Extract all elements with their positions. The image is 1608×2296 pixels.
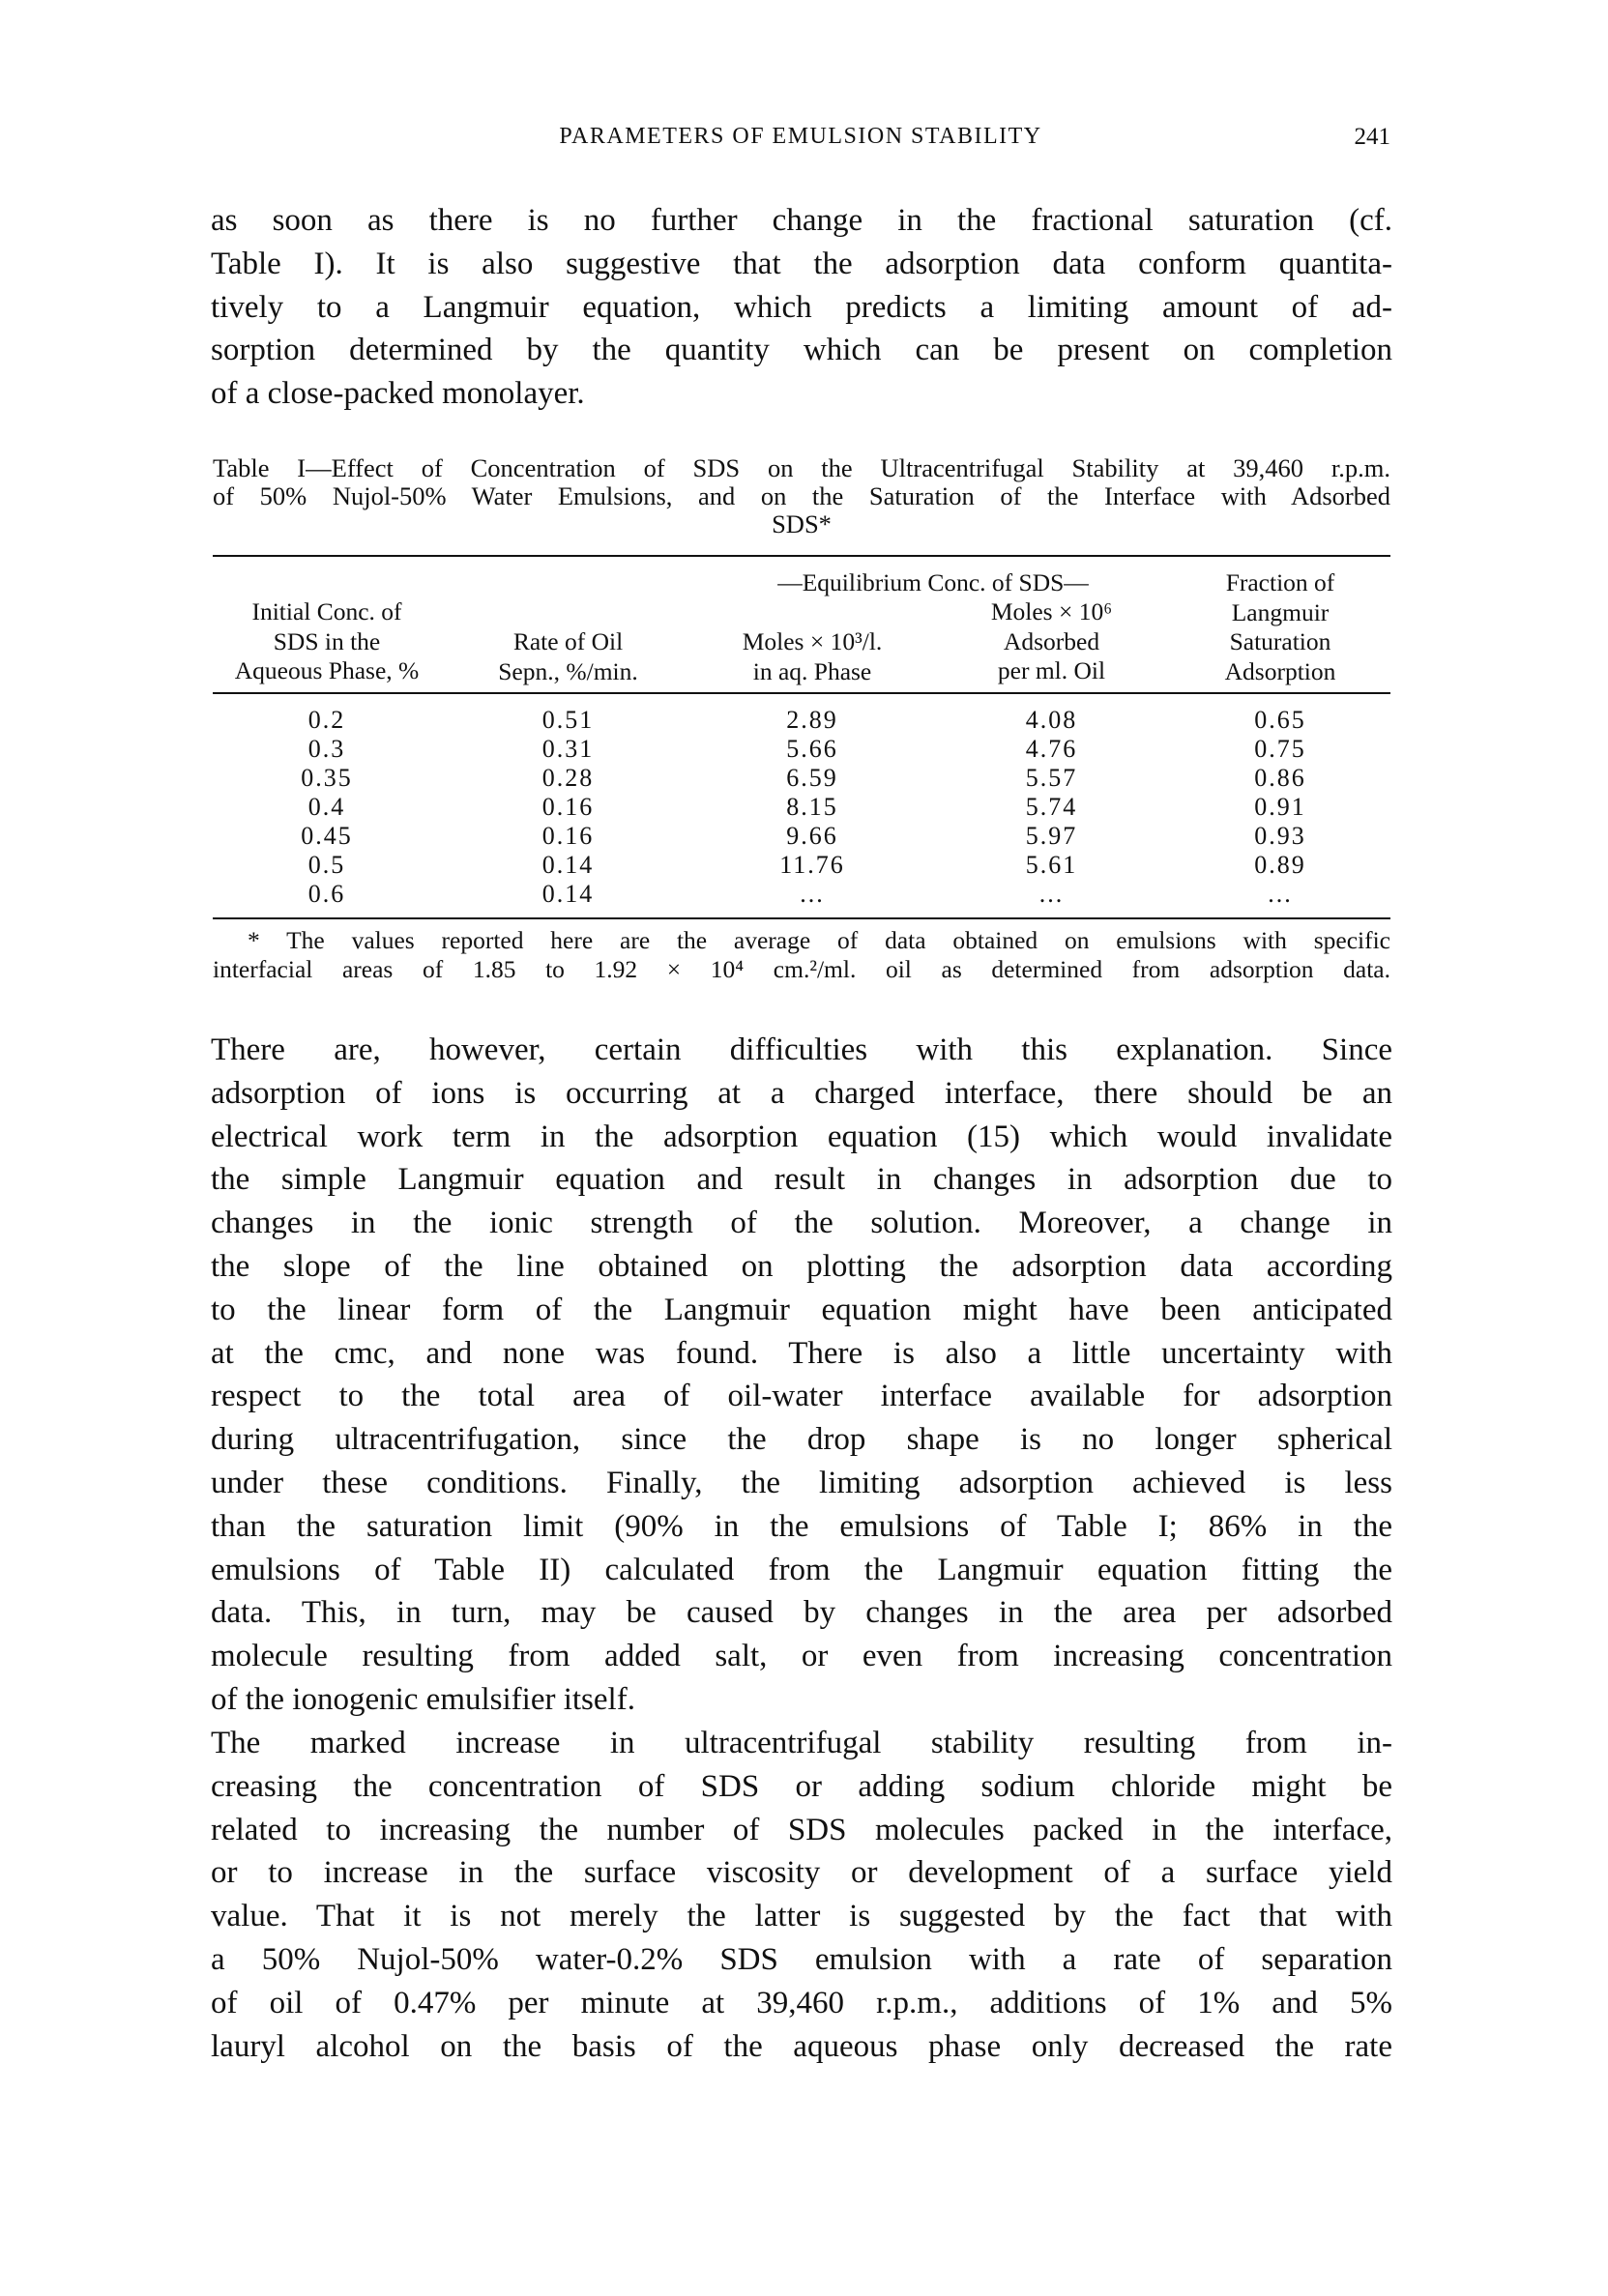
text-line: than the saturation limit (90% in the emulsions of Table I; 86% in the bbox=[211, 1508, 1392, 1544]
table-cell: 5.66 bbox=[786, 735, 838, 763]
table-caption bbox=[213, 454, 1390, 538]
table-body bbox=[213, 706, 1390, 909]
table-row bbox=[213, 793, 1390, 822]
column-header-fraction-saturation bbox=[1170, 568, 1390, 686]
text-line: changes in the ionic strength of the solution. Moreover, a change in bbox=[211, 1206, 1392, 1241]
table-cell: 0.14 bbox=[541, 851, 595, 879]
table-cell: 0.28 bbox=[541, 764, 595, 792]
table-cell: 0.31 bbox=[541, 735, 595, 763]
text-line: under these conditions. Finally, the limiting adsorption achieved is less bbox=[211, 1465, 1392, 1500]
table-cell: 4.76 bbox=[1025, 735, 1078, 763]
table-cell: ... bbox=[800, 880, 825, 908]
table-cell: 0.6 bbox=[307, 880, 346, 908]
text-line: The marked increase in ultracentrifugal stability resulting from in- bbox=[211, 1726, 1392, 1760]
table-cell: 5.57 bbox=[1025, 764, 1078, 792]
table-cell: 0.5 bbox=[307, 851, 346, 879]
column-header-rate-of-oil bbox=[445, 627, 691, 686]
table-cell: 0.91 bbox=[1254, 793, 1306, 821]
footnote-line: * The values reported here are the average of data obtained on emulsions with specific bbox=[248, 926, 1390, 954]
header-line: Adsorption bbox=[1224, 656, 1336, 685]
text-line: sorption determined by the quantity which can be present on completion bbox=[211, 333, 1392, 368]
paragraph-2 bbox=[211, 1029, 1392, 1722]
text-line: tively to a Langmuir equation, which predicts a limiting amount of ad- bbox=[211, 289, 1392, 325]
table-cell: 0.86 bbox=[1254, 764, 1306, 792]
header-line: in aq. Phase bbox=[752, 656, 872, 685]
text-line: during ultracentrifugation, since the drop shape is no longer spherical bbox=[211, 1422, 1392, 1458]
table-cell: 5.97 bbox=[1025, 822, 1078, 850]
table-cell: 0.93 bbox=[1254, 822, 1306, 850]
table-footnote bbox=[213, 926, 1390, 984]
table-cell: 0.65 bbox=[1254, 706, 1306, 734]
table-top-rule bbox=[213, 555, 1390, 557]
header-line: Rate of Oil bbox=[512, 627, 624, 655]
text-line: the slope of the line obtained on plotting the adsorption data according bbox=[211, 1248, 1392, 1284]
header-line: Moles × 10³/l. bbox=[742, 627, 883, 655]
text-line: respect to the total area of oil-water interface available for adsorption bbox=[211, 1379, 1392, 1414]
header-line: per ml. Oil bbox=[997, 656, 1106, 684]
table-cell: 11.76 bbox=[779, 851, 845, 879]
running-header bbox=[211, 124, 1390, 159]
column-header-moles-aq bbox=[696, 627, 928, 686]
header-line: Initial Conc. of bbox=[251, 597, 402, 625]
table-cell: 6.59 bbox=[786, 764, 838, 792]
table-cell: 0.45 bbox=[301, 822, 353, 850]
table-cell: 4.08 bbox=[1025, 706, 1078, 734]
column-header-moles-adsorbed bbox=[933, 597, 1170, 686]
table-header-rule bbox=[213, 692, 1390, 694]
text-line: molecule resulting from added salt, or even from increasing concentration bbox=[211, 1639, 1392, 1674]
running-title: PARAMETERS OF EMULSION STABILITY bbox=[559, 124, 1042, 149]
table-bottom-rule bbox=[213, 917, 1390, 919]
text-line: electrical work term in the adsorption equation (15) which would invalidate bbox=[211, 1119, 1392, 1154]
spanning-header: —Equilibrium Conc. of SDS— bbox=[777, 568, 1089, 596]
table-cell: 0.89 bbox=[1254, 851, 1306, 879]
header-line: Saturation bbox=[1229, 627, 1331, 655]
table-cell: 5.74 bbox=[1025, 793, 1078, 821]
header-line: Adsorbed bbox=[1003, 626, 1100, 655]
header-line: Moles × 10⁶ bbox=[990, 597, 1113, 625]
text-line: adsorption of ions is occurring at a charged interface, there should be an bbox=[211, 1075, 1392, 1111]
table-cell: 0.16 bbox=[541, 793, 595, 821]
table-cell: 2.89 bbox=[786, 706, 838, 734]
header-line: SDS in the bbox=[273, 626, 381, 655]
table-cell: 5.61 bbox=[1025, 851, 1078, 879]
table-cell: ... bbox=[1268, 880, 1293, 908]
text-line: lauryl alcohol on the basis of the aqueous phase only decreased the rate bbox=[211, 2028, 1392, 2064]
text-line: related to increasing the number of SDS molecules packed in the interface, bbox=[211, 1812, 1392, 1847]
table-cell: 0.35 bbox=[301, 764, 353, 792]
table-row bbox=[213, 822, 1390, 851]
paragraph-3 bbox=[211, 1722, 1392, 2068]
text-line: of the ionogenic emulsifier itself. bbox=[211, 1681, 635, 1717]
table-cell: ... bbox=[1038, 880, 1065, 908]
text-line: There are, however, certain difficulties with this explanation. Since bbox=[211, 1032, 1392, 1067]
text-line: of a close-packed monolayer. bbox=[211, 376, 585, 412]
table-header bbox=[213, 568, 1390, 684]
text-line: creasing the concentration of SDS or adding sodium chloride might be bbox=[211, 1768, 1392, 1804]
text-line: value. That it is not merely the latter is suggested by the fact that with bbox=[211, 1899, 1392, 1934]
header-line: Aqueous Phase, % bbox=[234, 656, 420, 684]
caption-line: Table I—Effect of Concentration of SDS on the Ultracentrifugal Stability at 39,460 r.p.m. bbox=[213, 453, 1390, 482]
page-number: 241 bbox=[1354, 124, 1390, 150]
text-line: Table I). It is also suggestive that the adsorption data conform quantita- bbox=[211, 246, 1392, 281]
paragraph-1 bbox=[211, 199, 1392, 416]
table-row bbox=[213, 764, 1390, 793]
table-cell: 0.14 bbox=[541, 880, 595, 908]
text-line: a 50% Nujol-50% water-0.2% SDS emulsion with a rate of separation bbox=[211, 1941, 1392, 1977]
text-line: data. This, in turn, may be caused by changes in the area per adsorbed bbox=[211, 1595, 1392, 1631]
table-cell: 0.16 bbox=[541, 822, 595, 850]
caption-line: SDS* bbox=[772, 509, 832, 538]
header-line: Langmuir bbox=[1231, 597, 1330, 626]
text-line: the simple Langmuir equation and result in changes in adsorption due to bbox=[211, 1162, 1392, 1198]
header-line: Fraction of bbox=[1225, 568, 1335, 596]
footnote-line: interfacial areas of 1.85 to 1.92 × 10⁴ cm.²/ml. oil as determined from adsorption data. bbox=[213, 955, 1390, 983]
header-line: Sepn., %/min. bbox=[498, 656, 638, 685]
table-cell: 9.66 bbox=[786, 822, 838, 850]
table-cell: 0.51 bbox=[541, 706, 595, 734]
text-line: or to increase in the surface viscosity or development of a surface yield bbox=[211, 1855, 1392, 1891]
table-row bbox=[213, 735, 1390, 764]
table-row bbox=[213, 706, 1390, 735]
column-header-initial-conc bbox=[213, 597, 441, 686]
table-cell: 0.4 bbox=[307, 793, 346, 821]
caption-line: of 50% Nujol-50% Water Emulsions, and on the Saturation of the Interface with Adsorbed bbox=[213, 481, 1390, 510]
table-cell: 0.75 bbox=[1254, 735, 1306, 763]
table-cell: 0.3 bbox=[307, 735, 346, 763]
text-line: emulsions of Table II) calculated from the Langmuir equation fitting the bbox=[211, 1552, 1392, 1587]
text-line: to the linear form of the Langmuir equation might have been anticipated bbox=[211, 1292, 1392, 1327]
table-row bbox=[213, 880, 1390, 909]
text-line: at the cmc, and none was found. There is also a little uncertainty with bbox=[211, 1335, 1392, 1371]
text-line: of oil of 0.47% per minute at 39,460 r.p.m., additions of 1% and 5% bbox=[211, 1985, 1392, 2020]
table-cell: 0.2 bbox=[307, 706, 346, 734]
text-line: as soon as there is no further change in the fractional saturation (cf. bbox=[211, 203, 1392, 238]
table-cell: 8.15 bbox=[786, 793, 838, 821]
table-row bbox=[213, 851, 1390, 880]
